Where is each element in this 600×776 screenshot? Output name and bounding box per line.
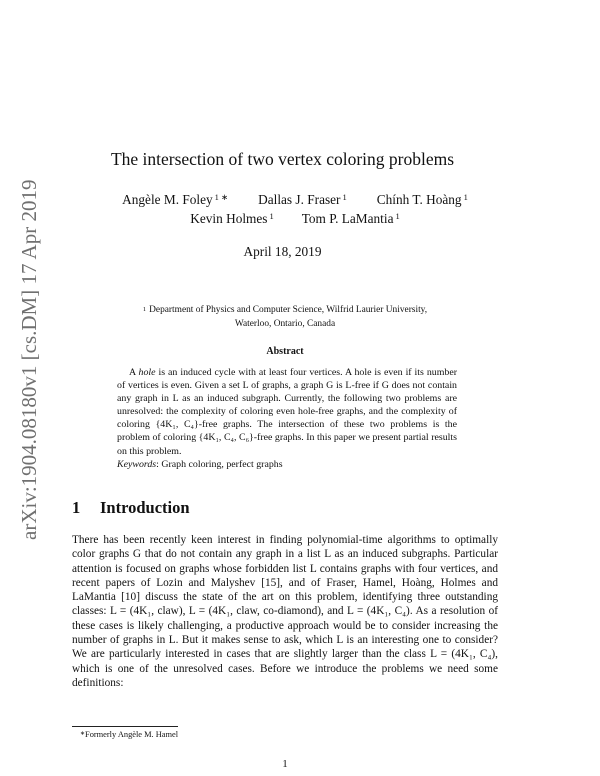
page-number: 1 bbox=[282, 758, 288, 770]
author-row bbox=[60, 190, 530, 209]
author: Tom P. LaMantia $^1$ bbox=[301, 211, 400, 226]
intro-paragraph: There has been recently keen interest in finding polynomial-time algorithms to optimally color graphs G that do not contain any graph in a list L as an induced subgraphs. Particular attention is focused on graphs whose forbidden list L contains graphs with four vertices, and recent papers of Lozin and Malyshev [15], and of Fraser, Hamel, Hoàng, Holmes and LaMantia [10] discuss the state of the art on this problem, identifying three outstanding classes: L = (4K₁, claw), L = (4K₁, claw, co-diamond), and L = (4K₁, C₄). As a resolution of these cases is likely challenging, a productive approach would be to consider increasing the number of graphs in L. But it makes sense to ask, which L is an interesting one to consider? We are particularly interested in cases that are slightly larger than the class L = (4K₁, C₄), which is one of the unresolved cases. Before we introduce the problems we need some definitions: bbox=[72, 534, 498, 689]
abstract-heading: Abstract bbox=[266, 346, 304, 357]
author: Angèle M. Foley $^{1 ∗}$ bbox=[122, 192, 229, 207]
paper-date: April 18, 2019 bbox=[243, 244, 322, 259]
paper-title: The intersection of two vertex coloring problems bbox=[110, 149, 455, 169]
keywords: Keywords: Graph coloring, perfect graphs bbox=[117, 458, 283, 470]
arxiv-identifier: arXiv:1904.08180v1 [cs.DM] 17 Apr 2019 bbox=[17, 179, 41, 540]
affiliation: $^1$ Department of Physics and Computer Science, Wilfrid Laurier University, Waterloo, Ontario, Canada bbox=[142, 305, 428, 329]
section-heading: 1 Introduction bbox=[72, 498, 190, 517]
author-list bbox=[60, 190, 530, 228]
footnote-rule bbox=[72, 726, 178, 727]
abstract-body: A hole is an induced cycle with at least four vertices. A hole is even if its number of vertices is even. Given a set L of graphs, a graph G is L-free if G does not contain any graph in L as an induced subgraph. Currently, the following two problems are unresolved: the complexity of coloring even hole-free graphs, and the complexity of coloring {4K₁, C₄}-free graphs. The intersection of these two problems is the problem of coloring {4K₁, C₄, C₆}-free graphs. In this paper we present partial results on this problem. Keywords: Graph coloring, perfect graphs bbox=[117, 367, 457, 470]
author: Kevin Holmes $^1$ bbox=[190, 211, 274, 226]
footnote: ∗Formerly Angèle M. Hamel bbox=[80, 730, 179, 739]
author: Dallas J. Fraser $^1$ bbox=[258, 192, 347, 207]
author: Chính T. Hoàng $^1$ bbox=[376, 192, 468, 207]
author-row bbox=[60, 209, 530, 228]
